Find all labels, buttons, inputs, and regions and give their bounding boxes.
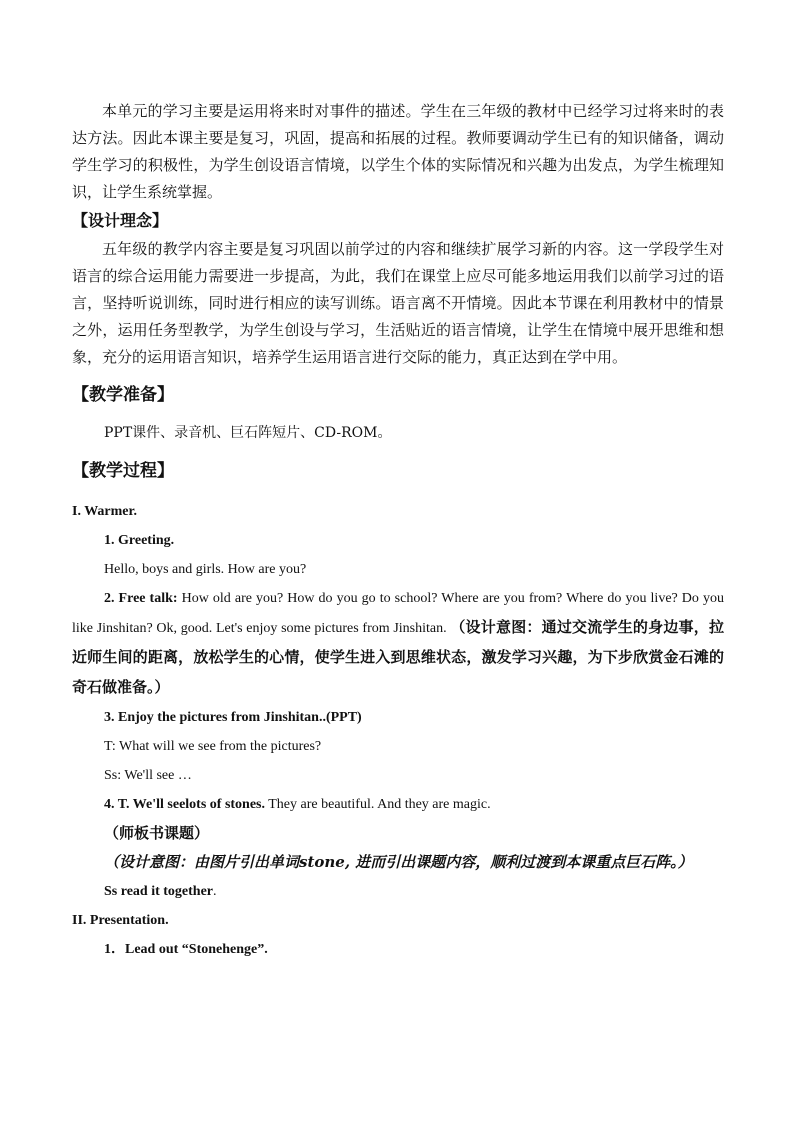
presentation-heading: II. Presentation.: [72, 913, 169, 928]
free-talk-paragraph: [72, 584, 724, 703]
lead-out-title: 1．Lead out “Stonehenge”.: [104, 942, 268, 957]
teacher-line: T: What will we see from the pictures?: [104, 739, 322, 754]
enjoy-title: 3. Enjoy the pictures from Jinshitan..(PPT): [104, 710, 362, 725]
process-heading: 【教学过程】: [72, 461, 174, 481]
ss-read-line: [72, 877, 724, 906]
document-page: [72, 98, 724, 964]
design-paragraph: 五年级的教学内容主要是复习巩固以前学过的内容和继续扩展学习新的内容。这一学段学生对语言的综合运用能力需要进一步提高，为此，我们在课堂上应尽可能多地运用我们以前学习过的语言，坚持听说训练，同时进行相应的读写训练。语言离不开情境。因此本节课在利用教材中的情景之外，运用任务型教学，为学生创设与学习，生活贴近的语言情境，让学生在情境中展开思维和想象，充分的运用语言知识，培养学生运用语言进行交际的能力，真正达到在学中用。: [72, 240, 724, 366]
design-note: （设计意图：由图片引出单词stone, 进而引出课题内容，顺利过渡到本课重点巨石阵。）: [104, 853, 693, 871]
prep-heading: 【教学准备】: [72, 385, 174, 405]
free-talk-label: 2. Free talk:: [104, 591, 178, 606]
free-talk-text: How old are you? How do you go to school? Where are you from? Where do you live? Do you like Jinshitan? Ok, good. Let's enjoy some pictures from Jinshitan.: [72, 591, 724, 636]
students-line: Ss: We'll see …: [104, 768, 192, 783]
prep-text: PPT课件、录音机、巨石阵短片、CD-ROM。: [104, 425, 392, 441]
item4-label: 4. T. We'll seelots of stones.: [104, 797, 265, 812]
item4-line: [72, 790, 724, 819]
ss-read-tail: .: [213, 884, 217, 899]
design-heading: 【设计理念】: [72, 211, 169, 230]
ss-read-label: Ss read it together: [104, 884, 213, 899]
greeting-title: 1. Greeting.: [104, 533, 175, 548]
intro-paragraph: 本单元的学习主要是运用将来时对事件的描述。学生在三年级的教材中已经学习过将来时的表达方法。因此本课主要是复习，巩固，提高和拓展的过程。教师要调动学生已有的知识储备，调动学生学习的积极性，为学生创设语言情境，以学生个体的实际情况和兴趣为出发点，为学生梳理知识，让学生系统掌握。: [72, 102, 724, 201]
greeting-text: Hello, boys and girls. How are you?: [104, 562, 307, 577]
warmer-heading: I. Warmer.: [72, 504, 137, 519]
item4-text: They are beautiful. And they are magic.: [265, 797, 491, 812]
board-note: （师板书课题）: [104, 824, 210, 842]
free-talk-note: （设计意图：通过交流学生的身边事，拉近师生间的距离，放松学生的心情，使学生进入到思维状态，激发学习兴趣，为下步欣赏金石滩的奇石做准备。）: [72, 618, 724, 696]
